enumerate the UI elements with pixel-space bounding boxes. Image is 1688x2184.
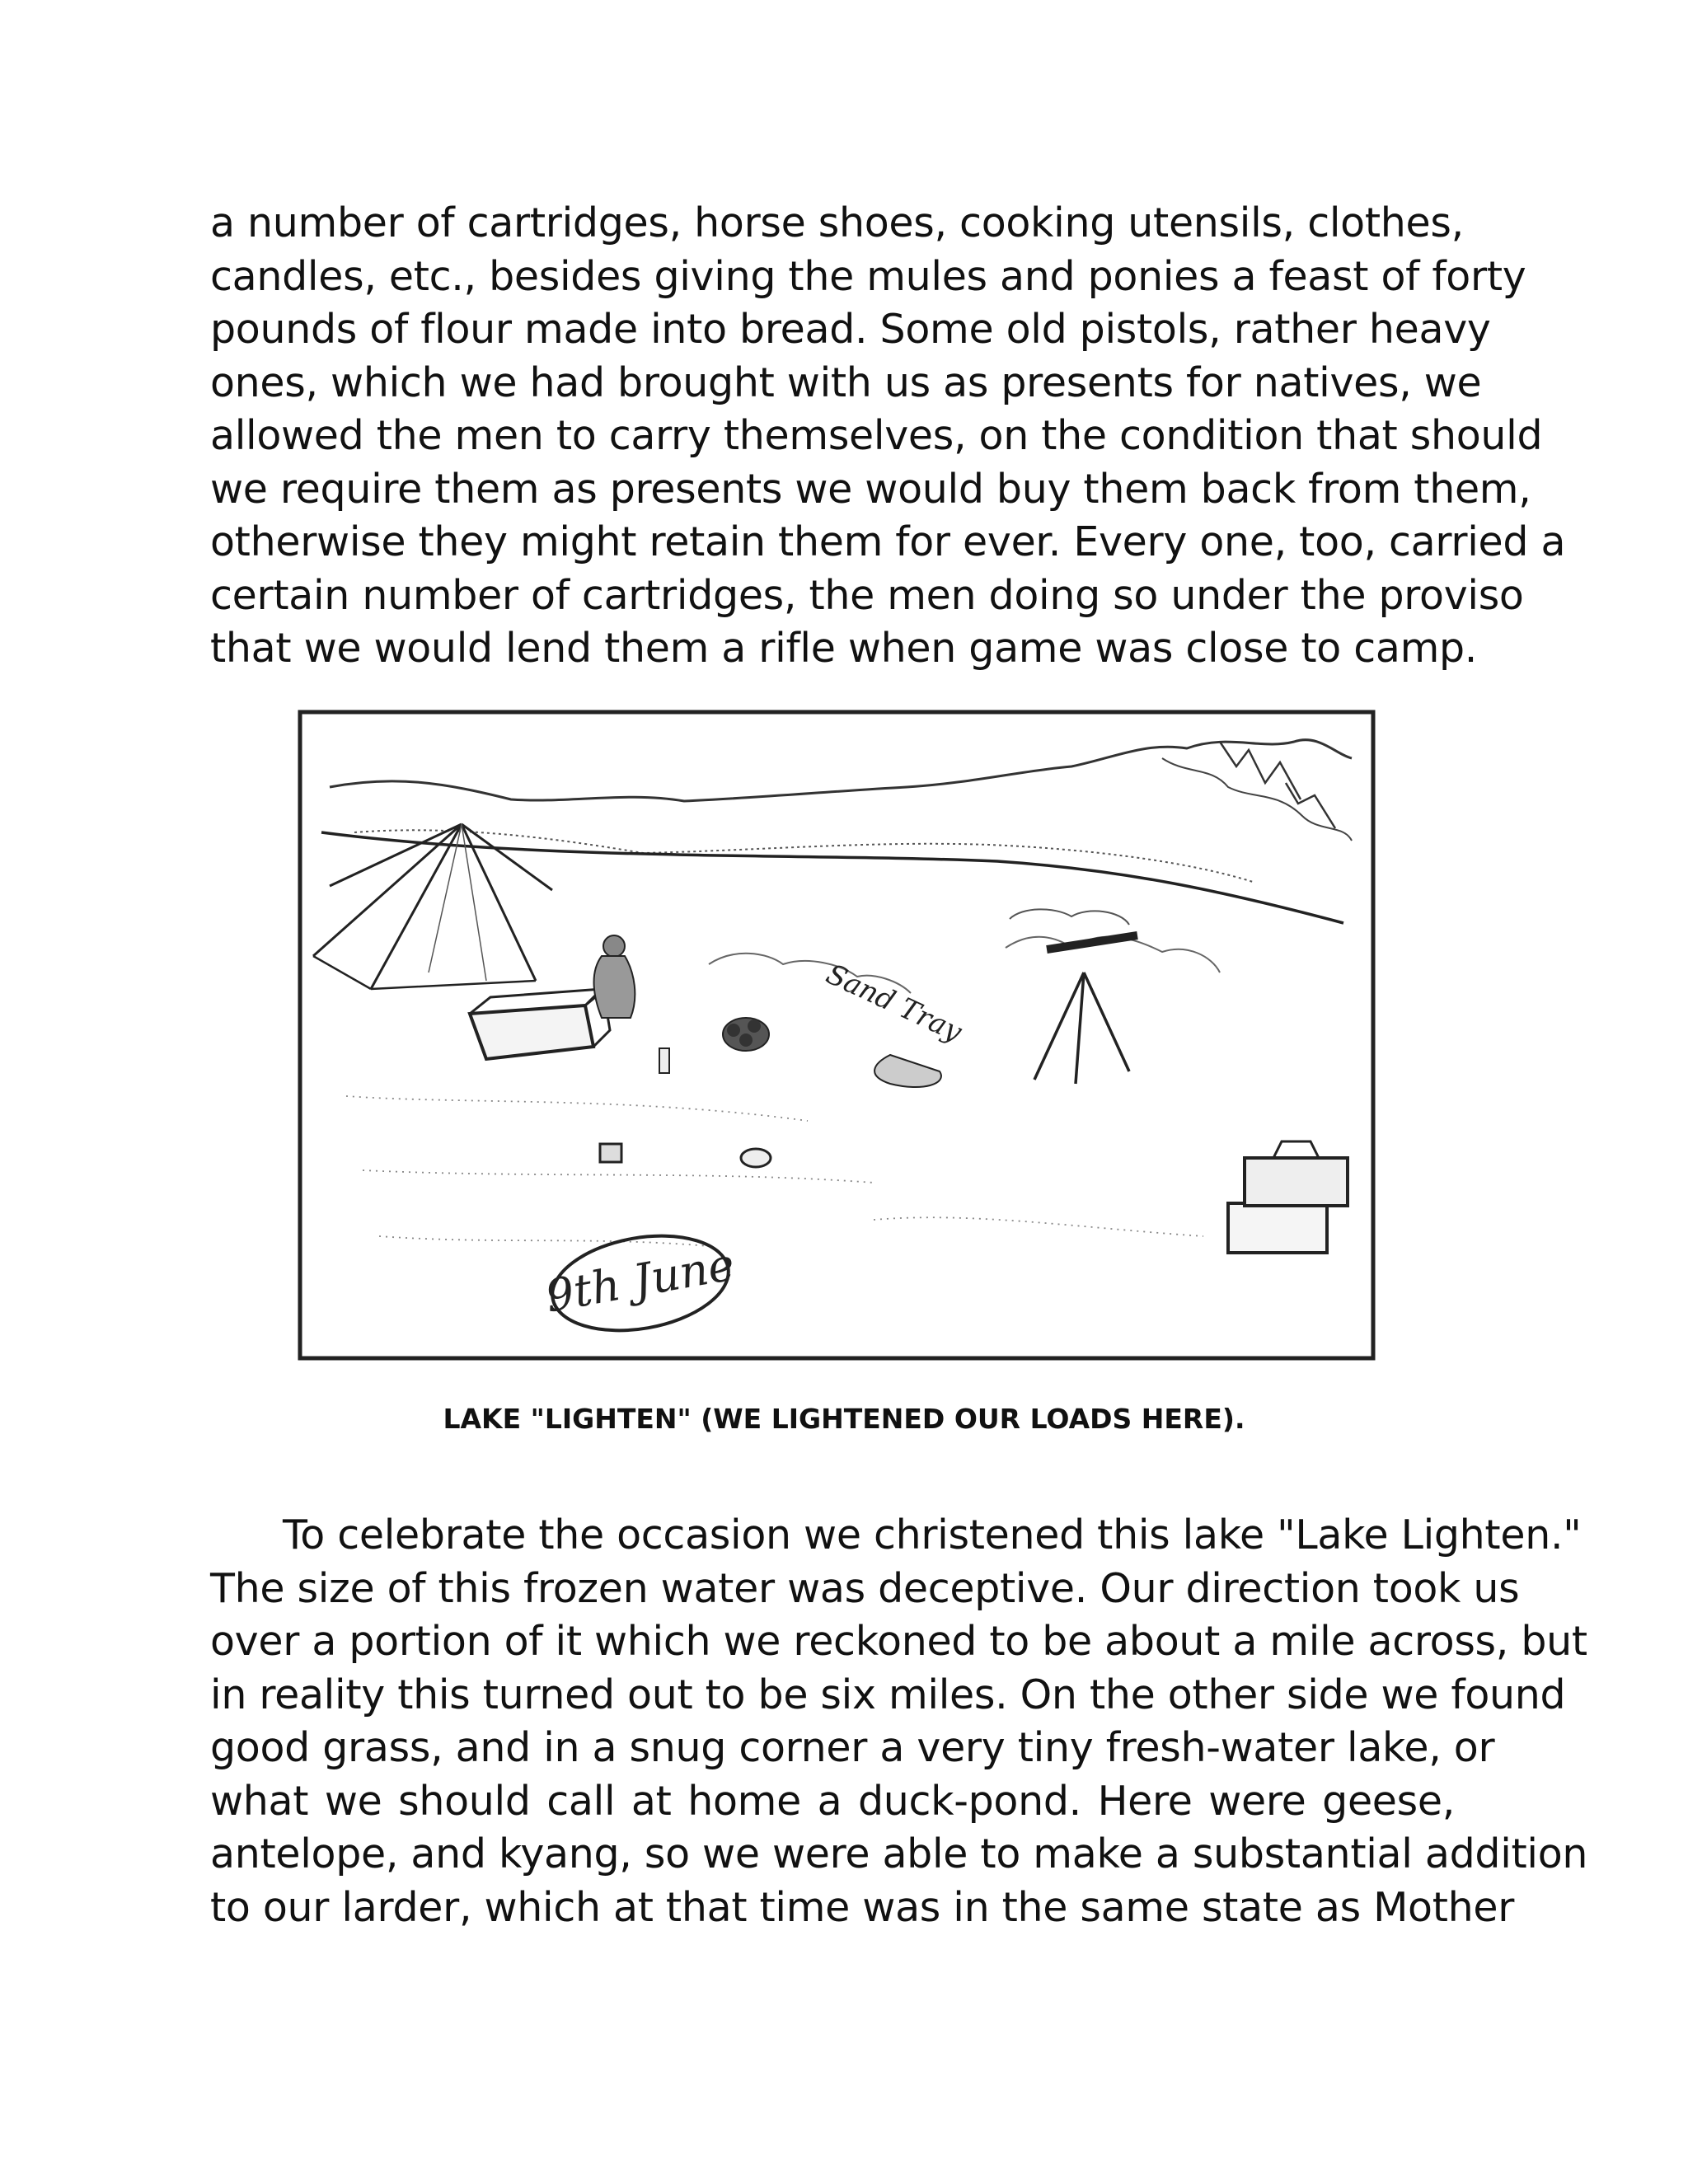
- text-line: antelope, and kyang, so we were able to make a substantial addition: [210, 1830, 1588, 1877]
- body-paragraph-2: [210, 1509, 1588, 1934]
- text-line: certain number of cartridges, the men doing so under the proviso: [210, 571, 1524, 619]
- text-line: over a portion of it which we reckoned to be about a mile across, but: [210, 1618, 1587, 1665]
- text-line: The size of this frozen water was deceptive. Our direction took us: [210, 1564, 1520, 1612]
- lake-sketch-illustration: [297, 709, 1376, 1361]
- small-crate: [600, 1144, 621, 1162]
- crate-stack-top: [1245, 1158, 1348, 1206]
- text-line: To celebrate the occasion we christened this lake "Lake Lighten.": [283, 1511, 1582, 1558]
- stone: [748, 1019, 761, 1033]
- pot: [741, 1149, 771, 1167]
- text-line: ones, which we had brought with us as presents for natives, we: [210, 359, 1482, 406]
- text-line: pounds of flour made into bread. Some old pistols, rather heavy: [210, 306, 1491, 353]
- text-line: to our larder, which at that time was in the same state as Mother: [210, 1883, 1515, 1931]
- text-line: allowed the men to carry themselves, on the condition that should: [210, 412, 1543, 459]
- text-line: good grass, and in a snug corner a very tiny fresh-water lake, or: [210, 1724, 1495, 1771]
- text-line: a number of cartridges, horse shoes, cooking utensils, clothes,: [210, 199, 1464, 246]
- man-head: [603, 935, 625, 957]
- bottle: [659, 1048, 669, 1073]
- text-line: in reality this turned out to be six miles. On the other side we found: [210, 1671, 1566, 1718]
- text-line: what we should call at home a duck-pond. Here were geese,: [210, 1777, 1455, 1825]
- sketch-label: Sand Tray: [821, 957, 968, 1049]
- figure-caption: LAKE "LIGHTEN" (WE LIGHTENED OUR LOADS HERE).: [443, 1403, 1245, 1435]
- man-body: [594, 956, 635, 1018]
- text-line: otherwise they might retain them for ever. Every one, too, carried a: [210, 518, 1566, 565]
- text-line: we require them as presents we would buy them back from them,: [210, 465, 1531, 513]
- stone: [739, 1033, 753, 1047]
- date-mark: 9th June: [542, 1238, 738, 1323]
- text-line: candles, etc., besides giving the mules and ponies a feast of forty: [210, 252, 1526, 300]
- figure-frame: [300, 712, 1373, 1358]
- text-line: that we would lend them a rifle when game was close to camp.: [210, 625, 1478, 672]
- crate-stack-bottom: [1228, 1203, 1327, 1253]
- body-paragraph-1: [210, 197, 1566, 676]
- stone: [727, 1024, 740, 1037]
- sketch-drawing: [297, 709, 1376, 1361]
